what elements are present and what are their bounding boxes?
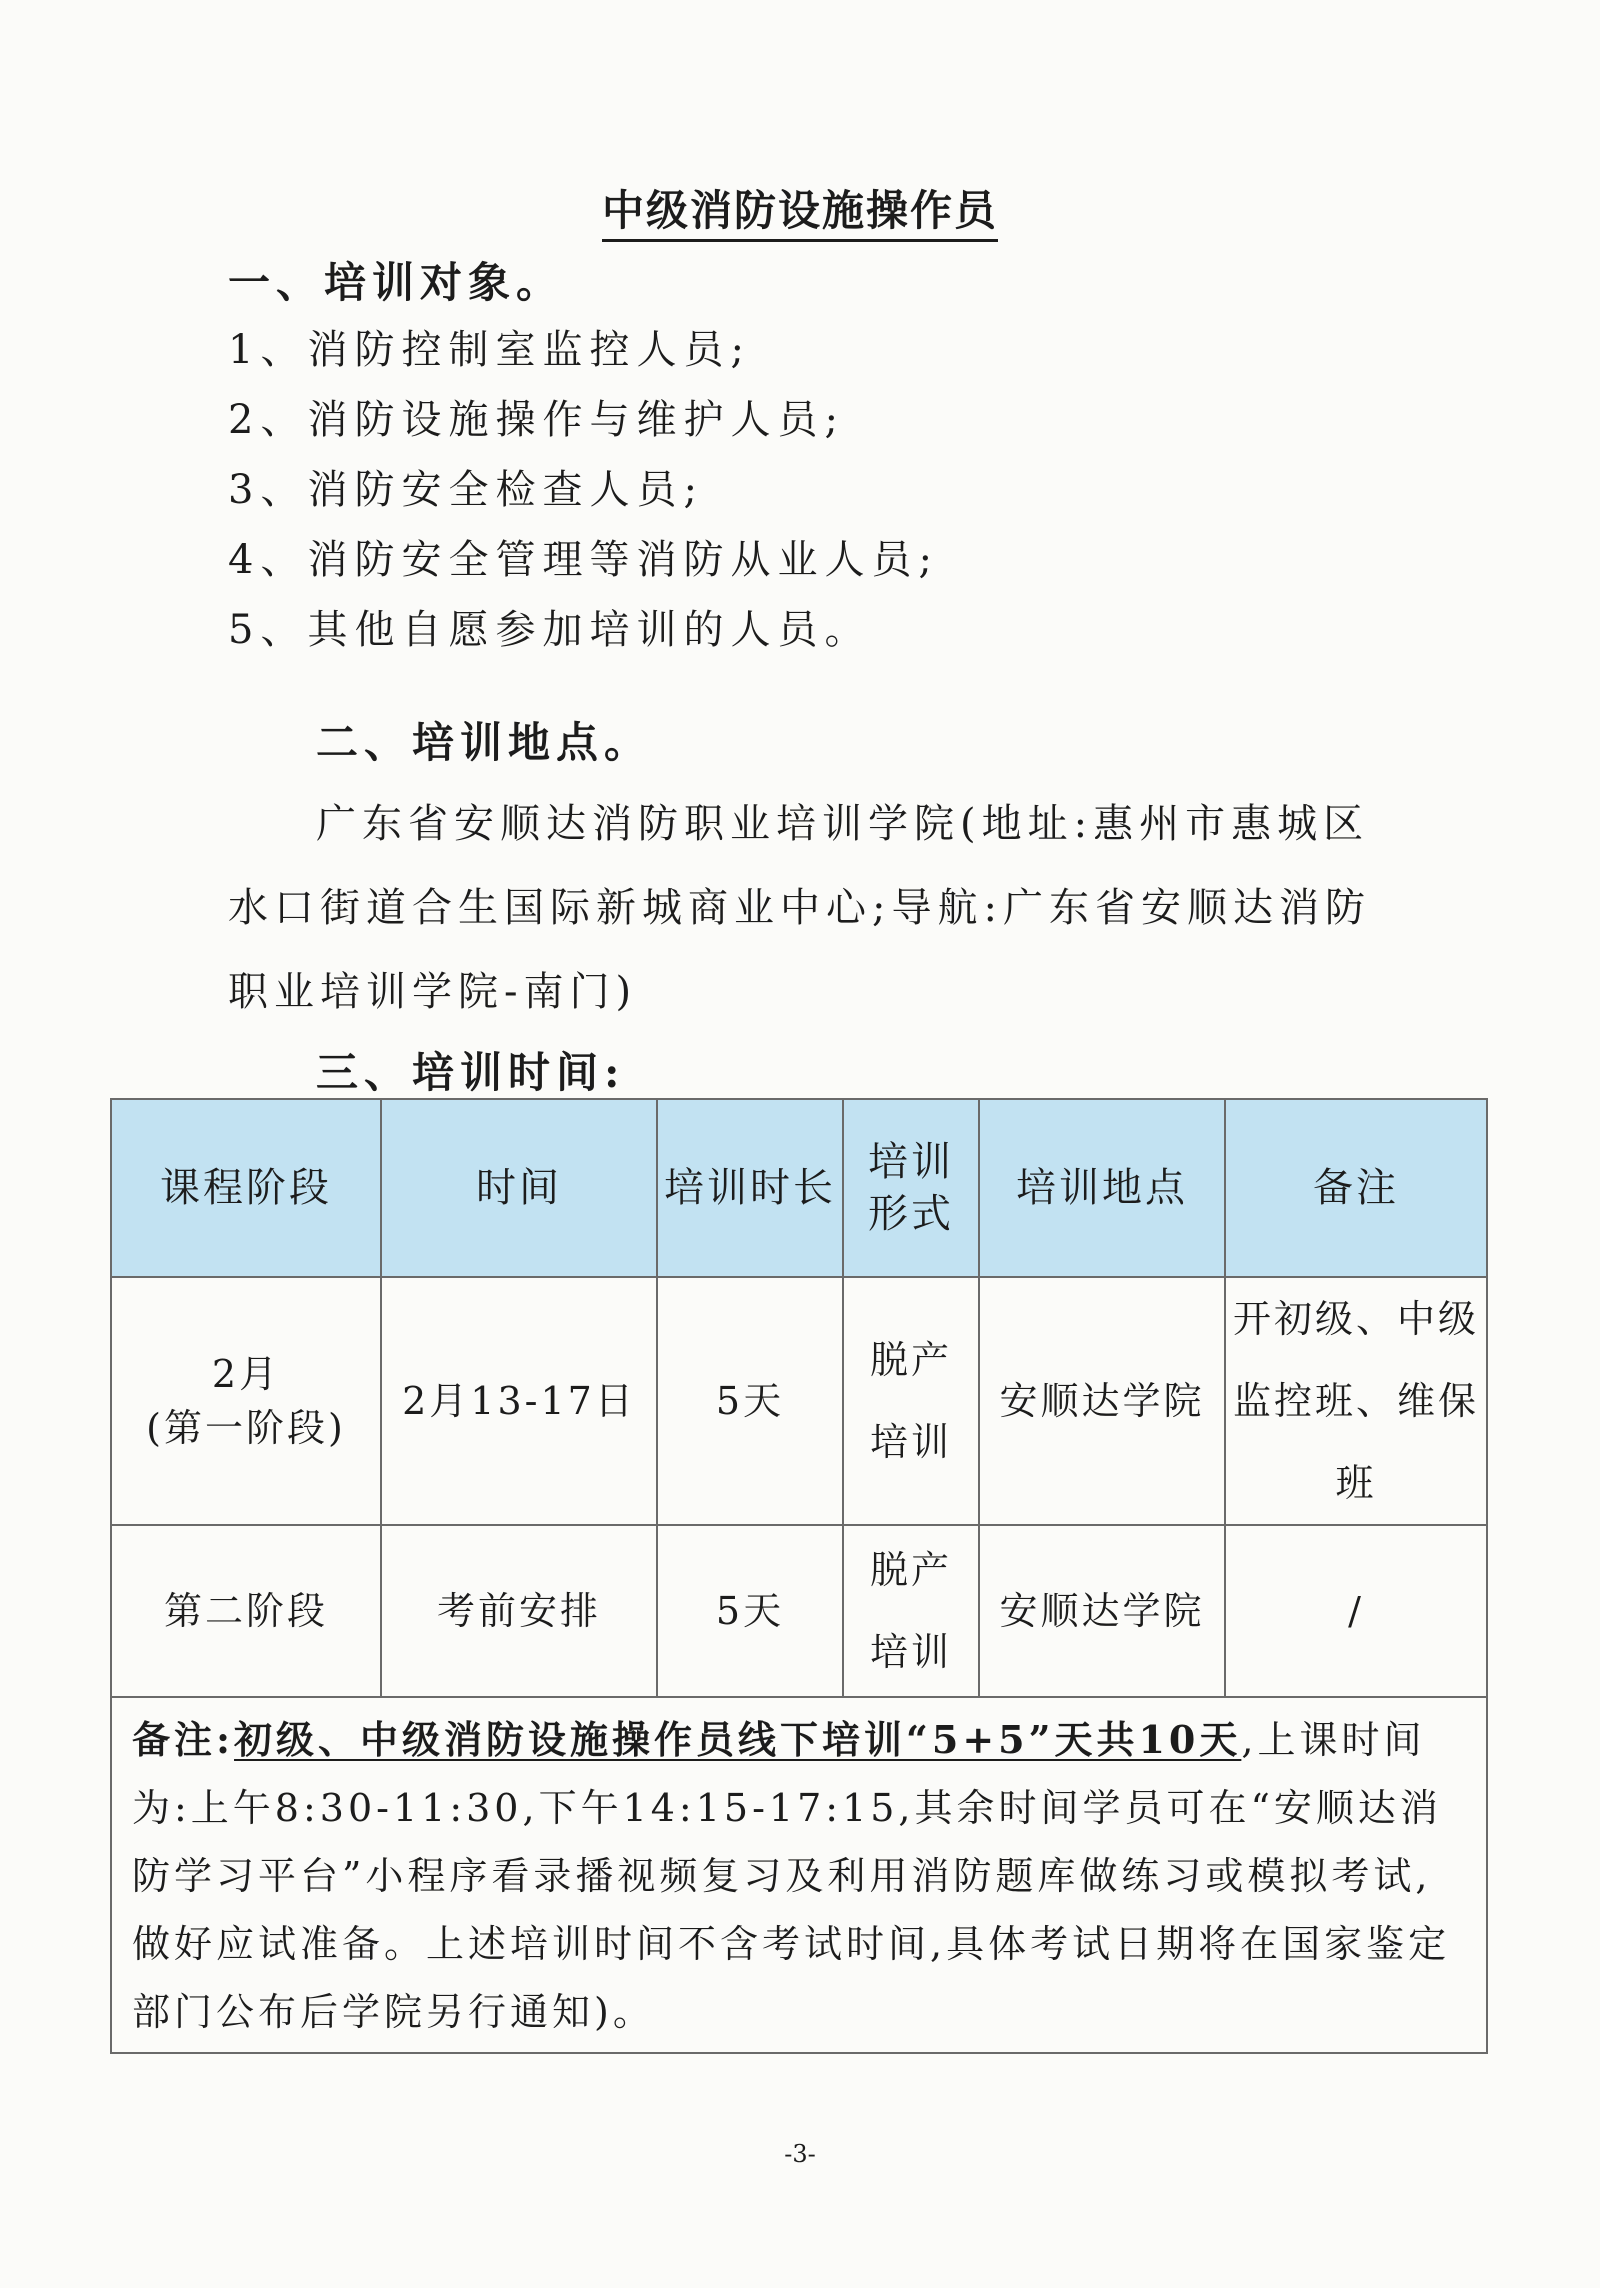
stage-line: (第一阶段)	[146, 1406, 346, 1450]
cell-duration: 5天	[657, 1277, 843, 1525]
document-title	[0, 178, 1600, 238]
table-note-row	[111, 1697, 1487, 2053]
cell-stage	[111, 1277, 381, 1525]
title-text: 中级消防设施操作员	[602, 186, 998, 242]
page-number: -3-	[784, 2140, 816, 2168]
table-row	[111, 1277, 1487, 1525]
header-stage: 课程阶段	[111, 1099, 381, 1277]
table-note	[111, 1697, 1487, 2053]
table-header-row	[111, 1099, 1487, 1277]
note-text: ,上课时间为:上午8:30-11:30,下午14:15-17:15,其余时间学员可在“安顺达消防学习平台”小程序看录播视频复习及利用消防题库做练习或模拟考试,做好应试准备。上述培训时间不含考试时间,具体考试日期将在国家鉴定部门公布后学院另行通知)。	[132, 1718, 1451, 2034]
cell-place: 安顺达学院	[979, 1525, 1225, 1697]
cell-stage: 第二阶段	[111, 1525, 381, 1697]
cell-form: 脱产培训	[843, 1277, 979, 1525]
location-line: 职业培训学院-南门)	[228, 969, 638, 1015]
cell-time: 2月13-17日	[381, 1277, 657, 1525]
trainee-item: 5、其他自愿参加培训的人员。	[228, 607, 872, 653]
note-highlight: 初级、中级消防设施操作员线下培训“5+5”天共10天	[234, 1717, 1242, 1762]
section-heading-location: 二、培训地点。	[316, 718, 653, 767]
cell-time: 考前安排	[381, 1525, 657, 1697]
schedule-table	[110, 1098, 1488, 2054]
location-line: 水口街道合生国际新城商业中心;导航:广东省安顺达消防	[228, 885, 1371, 931]
header-duration: 培训时长	[657, 1099, 843, 1277]
note-label: 备注:	[132, 1717, 235, 1762]
cell-remark: /	[1225, 1525, 1487, 1697]
cell-place: 安顺达学院	[979, 1277, 1225, 1525]
section-heading-schedule: 三、培训时间:	[316, 1048, 626, 1097]
stage-line: 2月	[211, 1352, 281, 1396]
trainee-item: 1、消防控制室监控人员;	[228, 327, 751, 373]
trainee-item: 3、消防安全检查人员;	[228, 467, 704, 513]
cell-form: 脱产培训	[843, 1525, 979, 1697]
cell-duration: 5天	[657, 1525, 843, 1697]
trainee-item: 4、消防安全管理等消防从业人员;	[228, 537, 939, 583]
table-row	[111, 1525, 1487, 1697]
cell-remark: 开初级、中级监控班、维保班	[1225, 1277, 1487, 1525]
trainee-item: 2、消防设施操作与维护人员;	[228, 397, 845, 443]
header-place: 培训地点	[979, 1099, 1225, 1277]
header-time: 时间	[381, 1099, 657, 1277]
header-remark: 备注	[1225, 1099, 1487, 1277]
location-line: 广东省安顺达消防职业培训学院(地址:惠州市惠城区	[316, 801, 1370, 847]
section-heading-trainees: 一、培训对象。	[228, 258, 565, 307]
header-form: 培训形式	[843, 1099, 979, 1277]
